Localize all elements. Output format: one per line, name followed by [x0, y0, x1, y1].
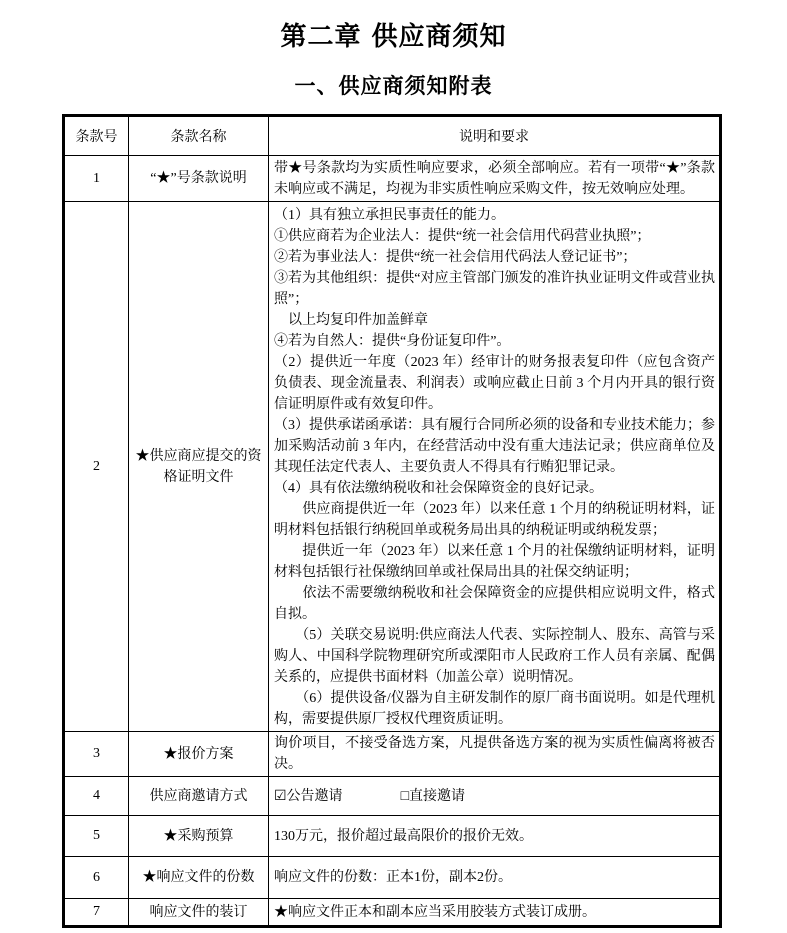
clause-no-cell: 6: [64, 857, 129, 899]
clause-name-cell: 供应商邀请方式: [129, 777, 269, 816]
desc-paragraph: 供应商提供近一年（2023 年）以来任意 1 个月的纳税证明材料，证明材料包括银行纳税回单或税务局出具的纳税证明或纳税发票；: [274, 502, 715, 538]
clause-name-cell: ★报价方案: [129, 732, 269, 777]
desc-paragraph: （4）具有依法缴纳税收和社会保障资金的良好记录。: [274, 481, 603, 496]
desc-paragraph: 询价项目，不接受备选方案，凡提供备选方案的视为实质性偏离将被否决。: [274, 736, 715, 772]
table-row: [64, 156, 721, 202]
desc-paragraph: （3）提供承诺函承诺：具有履行合同所必须的设备和专业技术能力；参加采购活动前 3 年内，在经营活动中没有重大违法记录；供应商单位及其现任法定代表人、主要负责人不得具有行贿犯罪记录。: [274, 418, 715, 475]
desc-paragraph: ④若为自然人：提供“身份证复印件”。: [274, 334, 511, 349]
clause-name-cell: ★采购预算: [129, 816, 269, 857]
desc-paragraph: 提供近一年（2023 年）以来任意 1 个月的社保缴纳证明材料，证明材料包括银行社保缴纳回单或社保局出具的社保交纳证明；: [274, 544, 715, 580]
clause-name-cell: ★供应商应提交的资格证明文件: [129, 202, 269, 732]
clause-name-cell: 响应文件的装订: [129, 899, 269, 927]
invitation-options: [274, 786, 715, 807]
desc-paragraph: 依法不需要缴纳税收和社会保障资金的应提供相应说明文件，格式自拟。: [274, 586, 715, 622]
section-title: 一、供应商须知附表: [294, 74, 493, 98]
clause-no-cell: 1: [64, 156, 129, 202]
table-row: [64, 857, 721, 899]
desc-paragraph: ①供应商若为企业法人：提供“统一社会信用代码营业执照”；: [274, 229, 651, 244]
desc-paragraph: ③若为其他组织：提供“对应主管部门颁发的准许执业证明文件或营业执照”；: [274, 271, 715, 307]
col-header-clause-name: 条款名称: [129, 116, 269, 156]
checkbox-option-direct-invite: □直接邀请: [400, 788, 466, 804]
clause-no-cell: 5: [64, 816, 129, 857]
desc-paragraph: （1）具有独立承担民事责任的能力。: [274, 208, 505, 223]
table-row: [64, 202, 721, 732]
clause-no-cell: 2: [64, 202, 129, 732]
desc-paragraph: （6）提供设备/仪器为自主研发制作的原厂商书面说明。如是代理机构，需要提供原厂授权代理资质证明。: [274, 691, 715, 727]
col-header-description: 说明和要求: [269, 116, 721, 156]
table-row: [64, 732, 721, 777]
clause-no-cell: 3: [64, 732, 129, 777]
desc-paragraph: ②若为事业法人：提供“统一社会信用代码法人登记证书”；: [274, 250, 637, 265]
clause-no-cell: 4: [64, 777, 129, 816]
chapter-title: 第二章 供应商须知: [280, 22, 507, 52]
clause-desc-cell: [269, 156, 721, 202]
table-row: [64, 899, 721, 927]
desc-paragraph: 130万元，报价超过最高限价的报价无效。: [274, 828, 533, 844]
clause-desc-cell: [269, 899, 721, 927]
desc-paragraph: 响应文件的份数：正本1份，副本2份。: [274, 870, 512, 885]
table-header-row: [64, 116, 721, 156]
clause-no-cell: 7: [64, 899, 129, 927]
clause-desc-cell: [269, 777, 721, 816]
checkbox-option-public-invite: ☑公告邀请: [274, 788, 343, 804]
table-row: [64, 816, 721, 857]
supplier-instructions-table: [62, 114, 722, 928]
clause-desc-cell: [269, 202, 721, 732]
desc-paragraph: （5）关联交易说明:供应商法人代表、实际控制人、股东、高管与采购人、中国科学院物理研究所或溧阳市人民政府工作人员有亲属、配偶关系的，应提供书面材料（加盖公章）说明情况。: [274, 628, 715, 685]
clause-desc-cell: [269, 732, 721, 777]
table-row: [64, 777, 721, 816]
desc-paragraph: ★响应文件正本和副本应当采用胶装方式装订成册。: [274, 904, 596, 920]
clause-name-cell: ★响应文件的份数: [129, 857, 269, 899]
clause-name-cell: “★”号条款说明: [129, 156, 269, 202]
clause-desc-cell: [269, 816, 721, 857]
clause-desc-cell: [269, 857, 721, 899]
desc-paragraph: 带★号条款均为实质性响应要求，必须全部响应。若有一项带“★”条款未响应或不满足，均视为非实质性响应采购文件，按无效响应处理。: [274, 160, 715, 197]
desc-paragraph: 以上均复印件加盖鲜章: [274, 313, 428, 328]
desc-paragraph: （2）提供近一年度（2023 年）经审计的财务报表复印件（应包含资产负债表、现金流量表、利润表）或响应截止日前 3 个月内开具的银行资信证明原件或有效复印件。: [274, 355, 715, 412]
col-header-clause-no: 条款号: [64, 116, 129, 156]
